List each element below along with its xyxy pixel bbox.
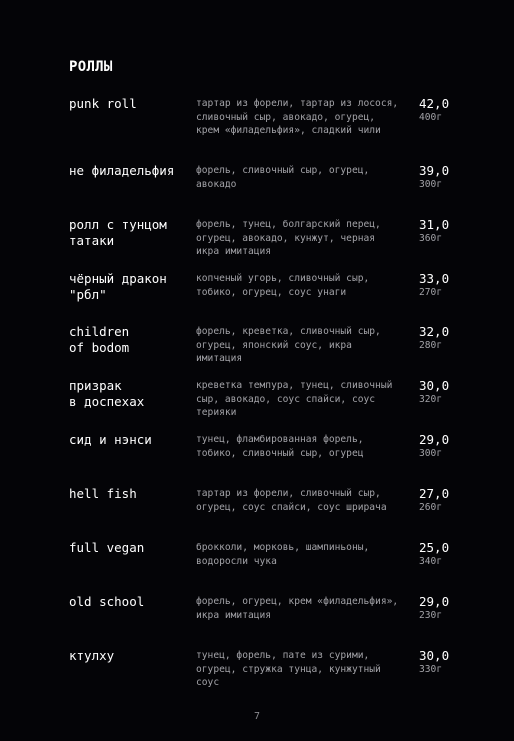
menu-item (0, 432, 514, 482)
item-description: тартар из форели, тартар из лосося, сливочный сыр, авокадо, огурец, крем «филадельфия», сладкий чили (196, 98, 399, 136)
menu-item (0, 271, 514, 321)
item-weight: 300г (419, 448, 443, 459)
item-name: full vegan (69, 540, 145, 555)
item-description: форель, креветка, сливочный сыр, огурец, японский соус, икра имитация (196, 326, 381, 364)
menu-item (0, 324, 514, 374)
menu-item (0, 96, 514, 146)
item-name: не филадельфия (69, 163, 175, 178)
menu-item (0, 217, 514, 267)
item-description: форель, тунец, болгарский перец, огурец, авокадо, кунжут, черная икра имитация (196, 219, 381, 257)
item-weight: 270г (419, 287, 443, 298)
page-number: 7 (253, 711, 261, 722)
menu-item (0, 648, 514, 698)
menu-item (0, 594, 514, 644)
item-name: ктулху (69, 648, 115, 663)
item-description: тартар из форели, сливочный сыр, огурец, соус спайси, соус шрирача (196, 488, 387, 513)
item-description: креветка темпура, тунец, сливочный сыр, авокадо, соус спайси, соус терияки (196, 380, 393, 418)
item-name: children of bodom (69, 324, 130, 355)
item-price: 39,0 (419, 163, 450, 178)
item-name: hell fish (69, 486, 137, 501)
item-price: 29,0 (419, 594, 450, 609)
item-price: 30,0 (419, 378, 450, 393)
item-description: форель, огурец, крем «филадельфия», икра имитация (196, 596, 399, 621)
item-weight: 280г (419, 340, 443, 351)
item-weight: 330г (419, 664, 443, 675)
menu-item (0, 378, 514, 428)
item-price: 33,0 (419, 271, 450, 286)
item-name: сид и нэнси (69, 432, 152, 447)
item-price: 29,0 (419, 432, 450, 447)
item-price: 31,0 (419, 217, 450, 232)
item-name: ролл с тунцом татаки (69, 217, 167, 248)
item-price: 25,0 (419, 540, 450, 555)
item-price: 32,0 (419, 324, 450, 339)
item-name: punk roll (69, 96, 137, 111)
item-description: форель, сливочный сыр, огурец, авокадо (196, 165, 370, 190)
item-weight: 320г (419, 394, 443, 405)
item-weight: 400г (419, 112, 443, 123)
item-name: чёрный дракон "рбл" (69, 271, 167, 302)
item-description: тунец, форель, пате из сурими, огурец, стружка тунца, кунжутный соус (196, 650, 381, 688)
section-title: РОЛЛЫ (69, 59, 113, 75)
item-price: 30,0 (419, 648, 450, 663)
item-price: 27,0 (419, 486, 450, 501)
menu-item (0, 163, 514, 213)
item-weight: 300г (419, 179, 443, 190)
menu-item (0, 540, 514, 590)
item-name: призрак в доспехах (69, 378, 145, 409)
item-price: 42,0 (419, 96, 450, 111)
item-description: тунец, фламбированная форель, тобико, сливочный сыр, огурец (196, 434, 364, 459)
item-description: копченый угорь, сливочный сыр, тобико, огурец, соус унаги (196, 273, 370, 298)
item-description: брокколи, морковь, шампиньоны, водоросли чука (196, 542, 370, 567)
item-weight: 260г (419, 502, 443, 513)
item-weight: 230г (419, 610, 443, 621)
item-weight: 340г (419, 556, 443, 567)
item-name: old school (69, 594, 145, 609)
menu-item (0, 486, 514, 536)
item-weight: 360г (419, 233, 443, 244)
